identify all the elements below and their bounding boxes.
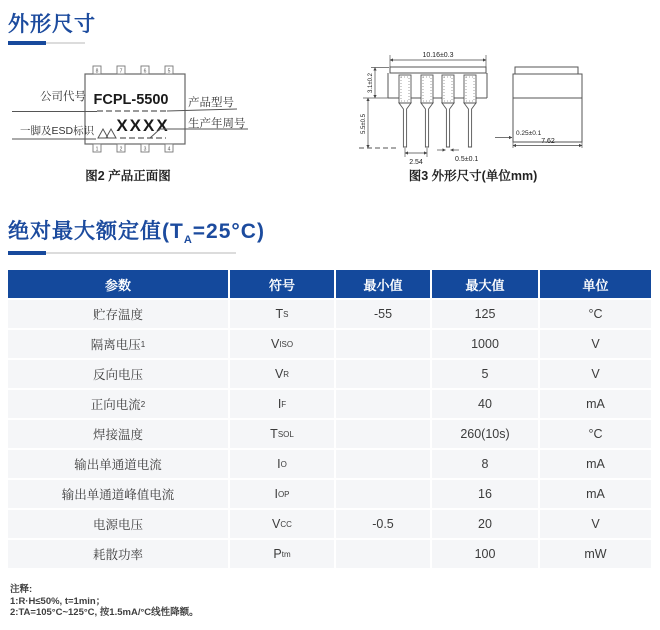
label-company-code: 公司代号 [40, 91, 86, 103]
table-cell: 输出单通道电流 [8, 450, 230, 478]
table-cell: mW [584, 547, 607, 561]
table-row [8, 540, 651, 570]
notes-title: 注释: [10, 584, 33, 595]
table-cell: I O [230, 450, 336, 478]
dim-body-h-text: 3.1±0.2 [368, 73, 374, 93]
figure3-caption: 图3 外形尺寸(单位mm) [408, 169, 538, 183]
rule-blue-accent [8, 41, 46, 45]
label-date-code: 生产年周号 [188, 118, 246, 130]
pkg-pins [399, 103, 476, 147]
chip-top-pins [93, 66, 173, 74]
svg-text:4: 4 [167, 146, 171, 153]
table-cell: 1000 [432, 330, 540, 358]
dim-pitch-text: 2.54 [409, 159, 423, 166]
table-cell [336, 540, 432, 568]
figure2-caption: 图2 产品正面图 [85, 169, 171, 183]
col-header-min: 最小值 [336, 270, 432, 298]
notes-block [10, 584, 199, 619]
table-cell: 焊接温度 [8, 420, 230, 448]
chip-marking-datecode: XXXX [116, 116, 170, 135]
table-cell: V [591, 337, 600, 351]
table-cell: mA [586, 487, 605, 501]
table-cell: T SOL [230, 420, 336, 448]
table-cell [336, 420, 432, 448]
col-header-symbol: 符号 [230, 270, 336, 298]
section2-title-sub: A [183, 234, 193, 247]
section2-title [8, 215, 265, 246]
side-cap [515, 67, 578, 74]
svg-text:6: 6 [143, 68, 147, 75]
svg-text:1: 1 [95, 146, 99, 153]
chip-bottom-pin-numbers [96, 146, 171, 152]
table-cell: 40 [432, 390, 540, 418]
dim-row-spacing-text: 7.62 [541, 138, 555, 145]
table-cell: 正向电流 2 [8, 390, 230, 418]
svg-text:3: 3 [143, 146, 147, 153]
note-line-2: 2:TA=105°C~125°C, 按1.5mA/°C线性降额。 [10, 607, 199, 618]
col-header-parameter: 参数 [8, 270, 230, 298]
table-cell: V [591, 517, 600, 531]
table-cell: 20 [432, 510, 540, 538]
table-row [8, 510, 651, 540]
note-line-1: 1:R·H≤50%, t=1min； [10, 595, 106, 607]
table-row [8, 480, 651, 510]
svg-text:5: 5 [167, 68, 171, 75]
figure3 [352, 45, 654, 175]
table-cell: P tm [230, 540, 336, 568]
table-cell: V [591, 367, 600, 381]
table-cell: 隔离电压 1 [8, 330, 230, 358]
label-product-model: 产品型号 [188, 97, 234, 109]
table-cell: °C [588, 427, 603, 441]
table-cell: -55 [336, 300, 432, 328]
col-header-unit: 单位 [582, 277, 609, 293]
figure2 [10, 53, 310, 170]
dim-lead-len-text: 5.5±0.5 [361, 114, 367, 134]
table-cell [336, 450, 432, 478]
table-cell: -0.5 [336, 510, 432, 538]
table-cell: V R [230, 360, 336, 388]
dim-lead-w-text: 0.5±0.1 [455, 156, 479, 163]
section2-title-post: =25°C) [192, 220, 265, 243]
ratings-table [8, 270, 651, 570]
table-row [8, 360, 651, 390]
section2-title-pre: 绝对最大额定值(T [8, 220, 184, 243]
table-cell: I F [230, 390, 336, 418]
table-cell: V CC [230, 510, 336, 538]
table-cell: mA [586, 457, 605, 471]
chip-bottom-pins [93, 144, 173, 152]
dim-lead-t-text: 0.25±0.1 [516, 130, 542, 137]
table-cell: 耗散功率 [8, 540, 230, 568]
table-cell: 电源电压 [8, 510, 230, 538]
table-row [8, 390, 651, 420]
table-row [8, 420, 651, 450]
table-cell: 100 [432, 540, 540, 568]
table-body [8, 300, 651, 570]
svg-text:8: 8 [95, 68, 99, 75]
rule-blue-accent [8, 251, 46, 255]
table-row [8, 300, 651, 330]
figure3-drawing [352, 45, 654, 170]
section2-rule [8, 251, 236, 255]
table-cell [336, 330, 432, 358]
table-cell: 8 [432, 450, 540, 478]
table-cell: 反向电压 [8, 360, 230, 388]
table-cell: 16 [432, 480, 540, 508]
pkg-top-plate [390, 67, 486, 73]
table-cell: I OP [230, 480, 336, 508]
table-cell [336, 480, 432, 508]
table-row [8, 330, 651, 360]
table-cell: 5 [432, 360, 540, 388]
section1-rule [8, 41, 85, 45]
svg-text:7: 7 [119, 68, 123, 75]
section1-title: 外形尺寸 [8, 13, 96, 36]
label-pin1-esd: 一脚及ESD标识 [20, 125, 95, 137]
table-cell: 125 [432, 300, 540, 328]
table-cell [336, 360, 432, 388]
table-cell: 贮存温度 [8, 300, 230, 328]
table-row [8, 450, 651, 480]
chip-marking-model: FCPL-5500 [93, 92, 169, 108]
lead-shoulders [399, 75, 476, 103]
table-header-row [8, 270, 651, 300]
table-cell: V ISO [230, 330, 336, 358]
col-header-max: 最大值 [432, 270, 540, 298]
table-cell: °C [588, 307, 603, 321]
dim-width-text: 10.16±0.3 [422, 52, 454, 59]
table-cell: T S [230, 300, 336, 328]
table-cell: 输出单通道峰值电流 [8, 480, 230, 508]
svg-text:2: 2 [119, 146, 123, 153]
lead-shoulder-dots [401, 77, 474, 101]
table-cell: mA [586, 397, 605, 411]
figure2-drawing [10, 53, 310, 165]
table-cell [336, 390, 432, 418]
table-cell: 260(10s) [432, 420, 540, 448]
